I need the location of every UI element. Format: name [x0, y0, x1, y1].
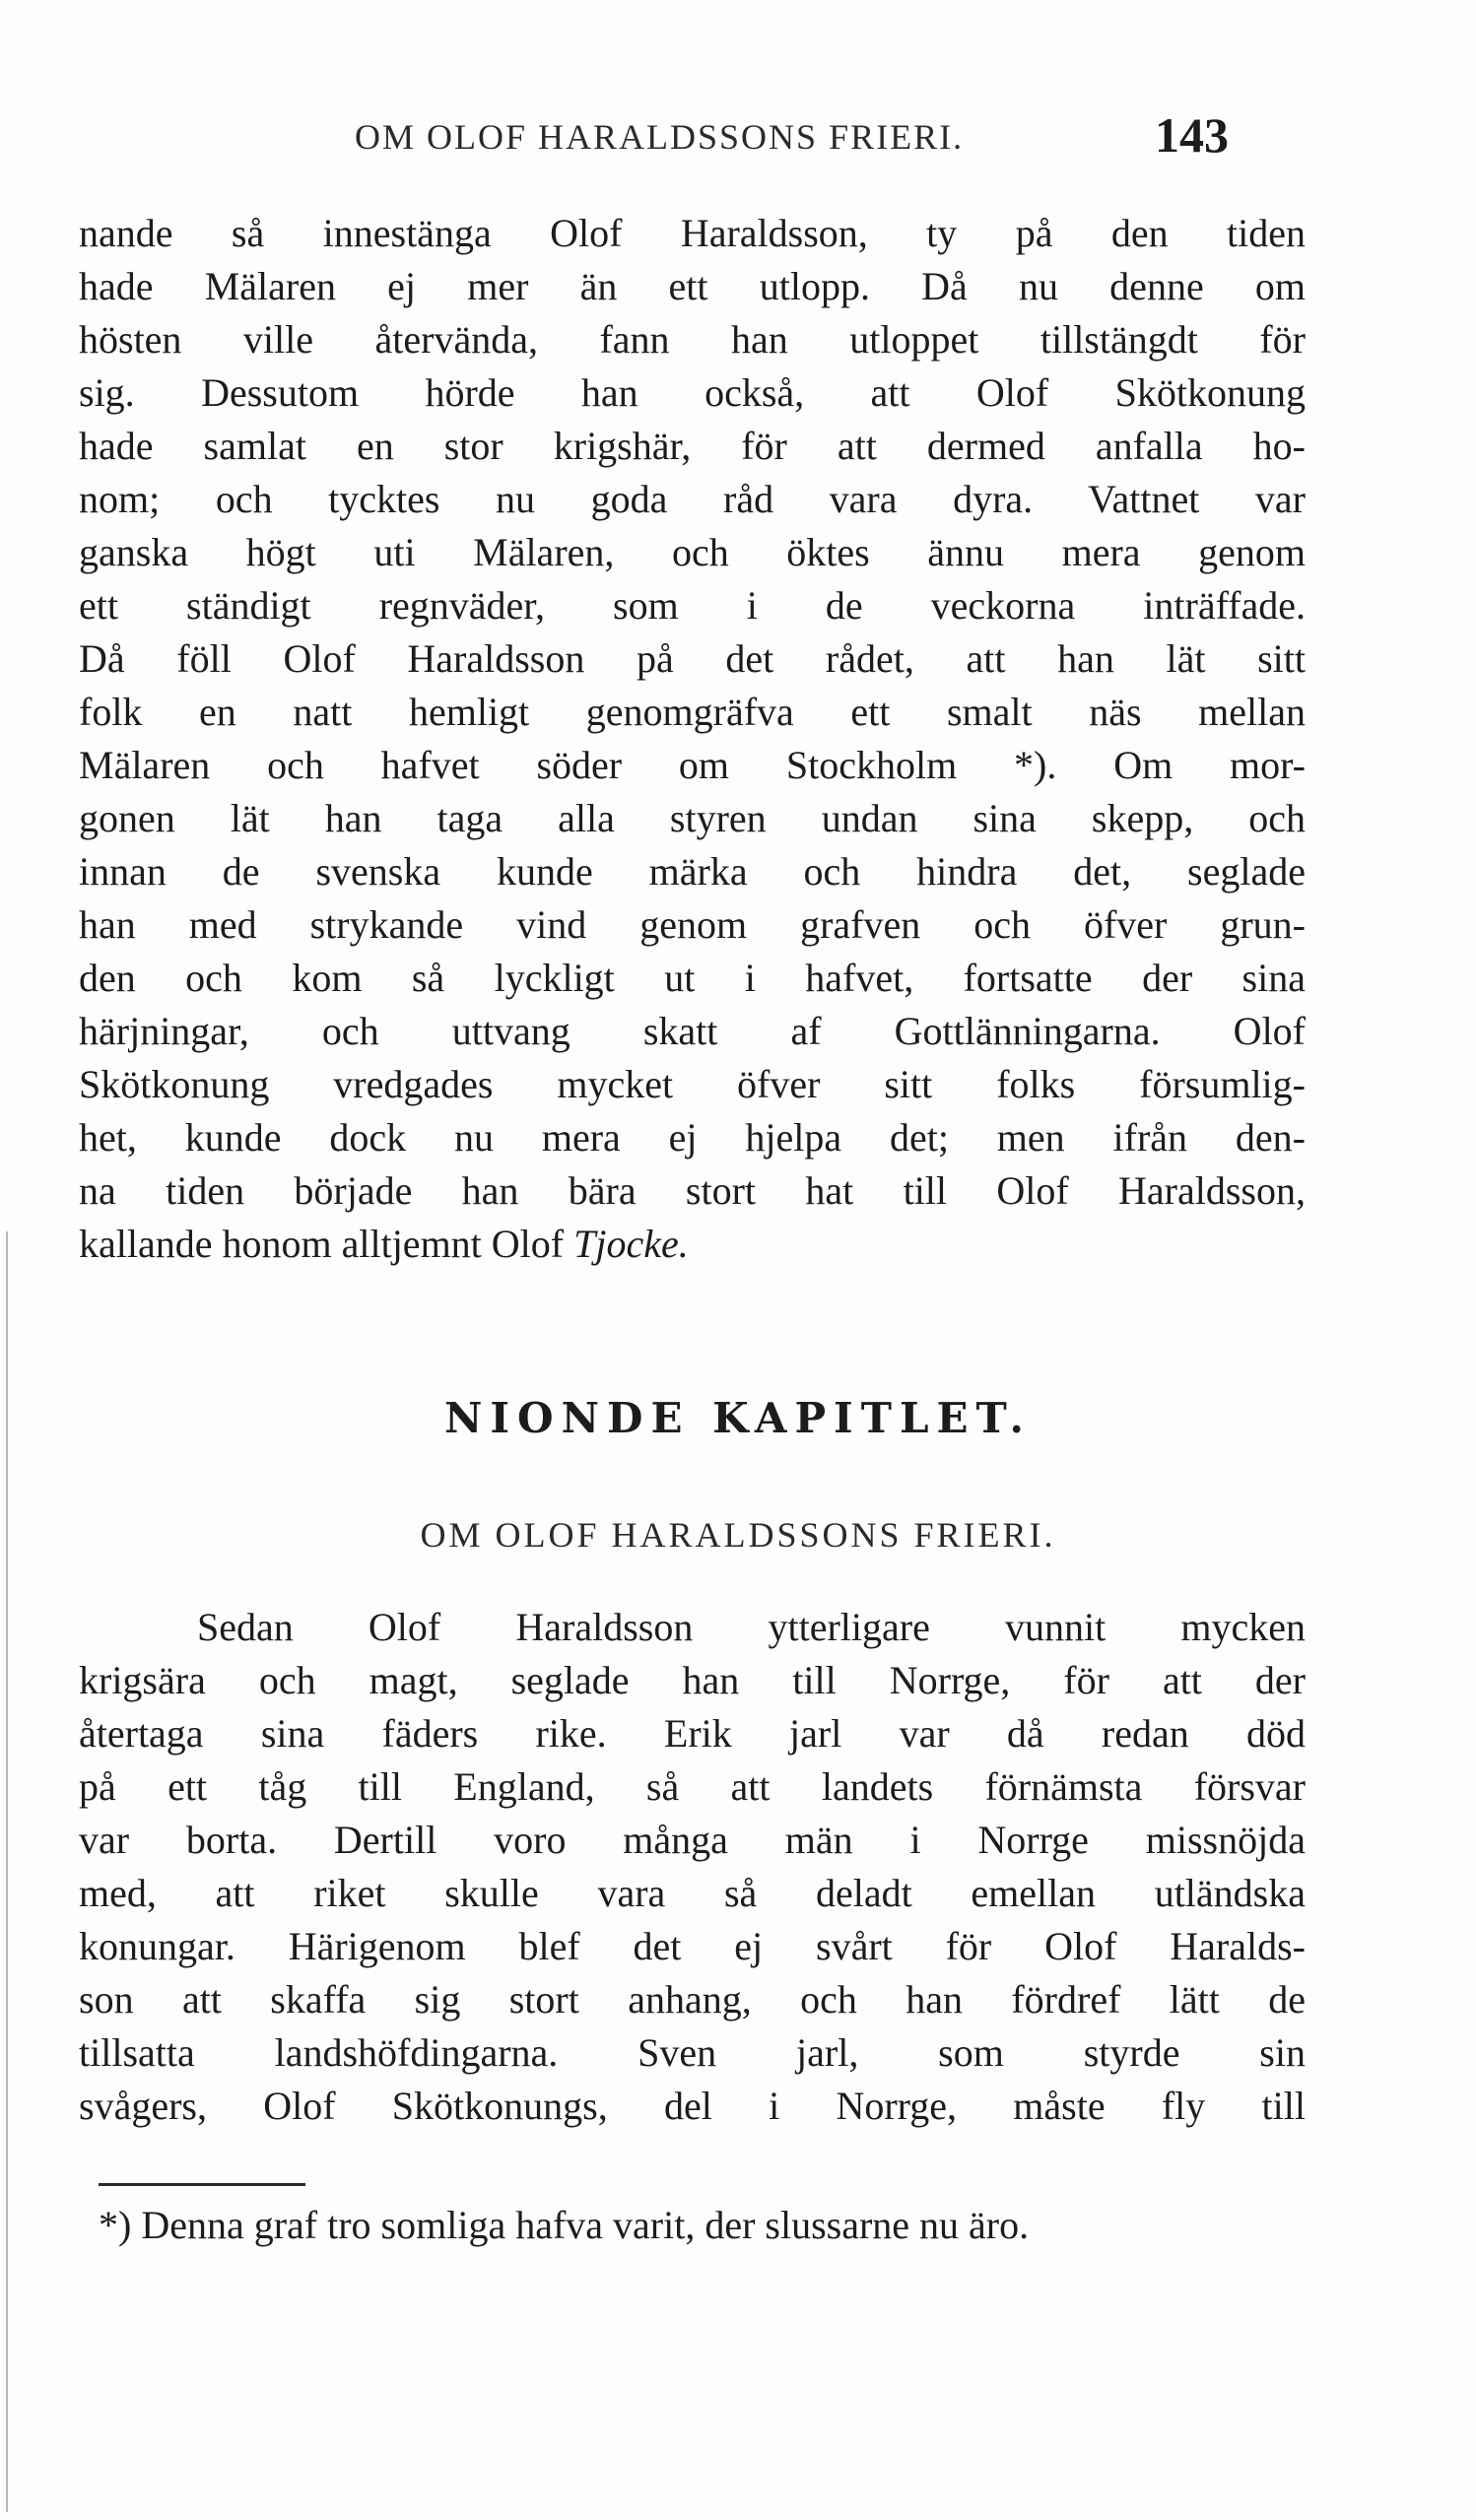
text-line: Skötkonung vredgades mycket öfver sitt folks försumlig- — [79, 1062, 1306, 1106]
text-line: son att skaffa sig stort anhang, och han fördref lätt de — [79, 1977, 1306, 2022]
text-line: med, att riket skulle vara så deladt emellan utländska — [79, 1871, 1306, 1915]
footnote: *) Denna graf tro somliga hafva varit, der slussarne nu äro. — [99, 2203, 1030, 2247]
text-line: konungar. Härigenom blef det ej svårt för Olof Haralds- — [79, 1924, 1306, 1968]
footnote-rule — [99, 2183, 305, 2186]
page-number: 143 — [1155, 107, 1229, 163]
text-line: ganska högt uti Mälaren, och öktes ännu mera genom — [79, 530, 1306, 574]
italic-name: Tjocke. — [573, 1222, 689, 1266]
text-line: krigsära och magt, seglade han till Norrge, för att der — [79, 1658, 1306, 1702]
text-line: gonen lät han taga alla styren undan sina skepp, och — [79, 796, 1306, 840]
text-line: Mälaren och hafvet söder om Stockholm *). Om mor- — [79, 743, 1306, 787]
text-line: hade Mälaren ej mer än ett utlopp. Då nu denne om — [79, 264, 1306, 308]
paragraph-1 — [79, 207, 1306, 1271]
text-line: den och kom så lyckligt ut i hafvet, fortsatte der sina — [79, 956, 1306, 1000]
text-line: sig. Dessutom hörde han också, att Olof Skötkonung — [79, 370, 1306, 415]
text-line-last — [79, 1218, 1306, 1271]
text-line: Sedan Olof Haraldsson ytterligare vunnit mycken — [197, 1605, 1306, 1649]
chapter-heading: NIONDE KAPITLET. — [444, 1394, 1032, 1442]
paragraph-2 — [79, 1601, 1306, 2133]
text-line: på ett tåg till England, så att landets förnämsta försvar — [79, 1764, 1306, 1809]
text-line: na tiden började han bära stort hat till Olof Haraldsson, — [79, 1168, 1306, 1213]
text-line: tillsatta landshöfdingarna. Sven jarl, som styrde sin — [79, 2030, 1306, 2075]
text-line: nom; och tycktes nu goda råd vara dyra. Vattnet var — [79, 477, 1306, 521]
text-line: han med strykande vind genom grafven och öfver grun- — [79, 902, 1306, 947]
text-line: härjningar, och uttvang skatt af Gottlänningarna. Olof — [79, 1009, 1306, 1053]
text-line: Då föll Olof Haraldsson på det rådet, att han lät sitt — [79, 636, 1306, 681]
text-line: var borta. Dertill voro många män i Norrge missnöjda — [79, 1818, 1306, 1862]
text-line: ett ständigt regnväder, som i de veckorna inträffade. — [79, 583, 1306, 628]
text-line: folk en natt hemligt genomgräfva ett smalt näs mellan — [79, 690, 1306, 734]
text-line: nande så innestänga Olof Haraldsson, ty på den tiden — [79, 211, 1306, 255]
text-line: svågers, Olof Skötkonungs, del i Norrge, måste fly till — [79, 2084, 1306, 2128]
text-line: hade samlat en stor krigshär, för att dermed anfalla ho- — [79, 424, 1306, 468]
section-title: OM OLOF HARALDSSONS FRIERI. — [420, 1515, 1056, 1555]
text-line: innan de svenska kunde märka och hindra det, seglade — [79, 849, 1306, 894]
text-line-plain: kallande honom alltjemnt Olof — [79, 1222, 574, 1266]
text-line: hösten ville återvända, fann han utloppet tillstängdt för — [79, 317, 1306, 362]
text-line: återtaga sina fäders rike. Erik jarl var då redan död — [79, 1711, 1306, 1756]
text-line: het, kunde dock nu mera ej hjelpa det; men ifrån den- — [79, 1115, 1306, 1160]
running-head: OM OLOF HARALDSSONS FRIERI. — [355, 117, 965, 157]
